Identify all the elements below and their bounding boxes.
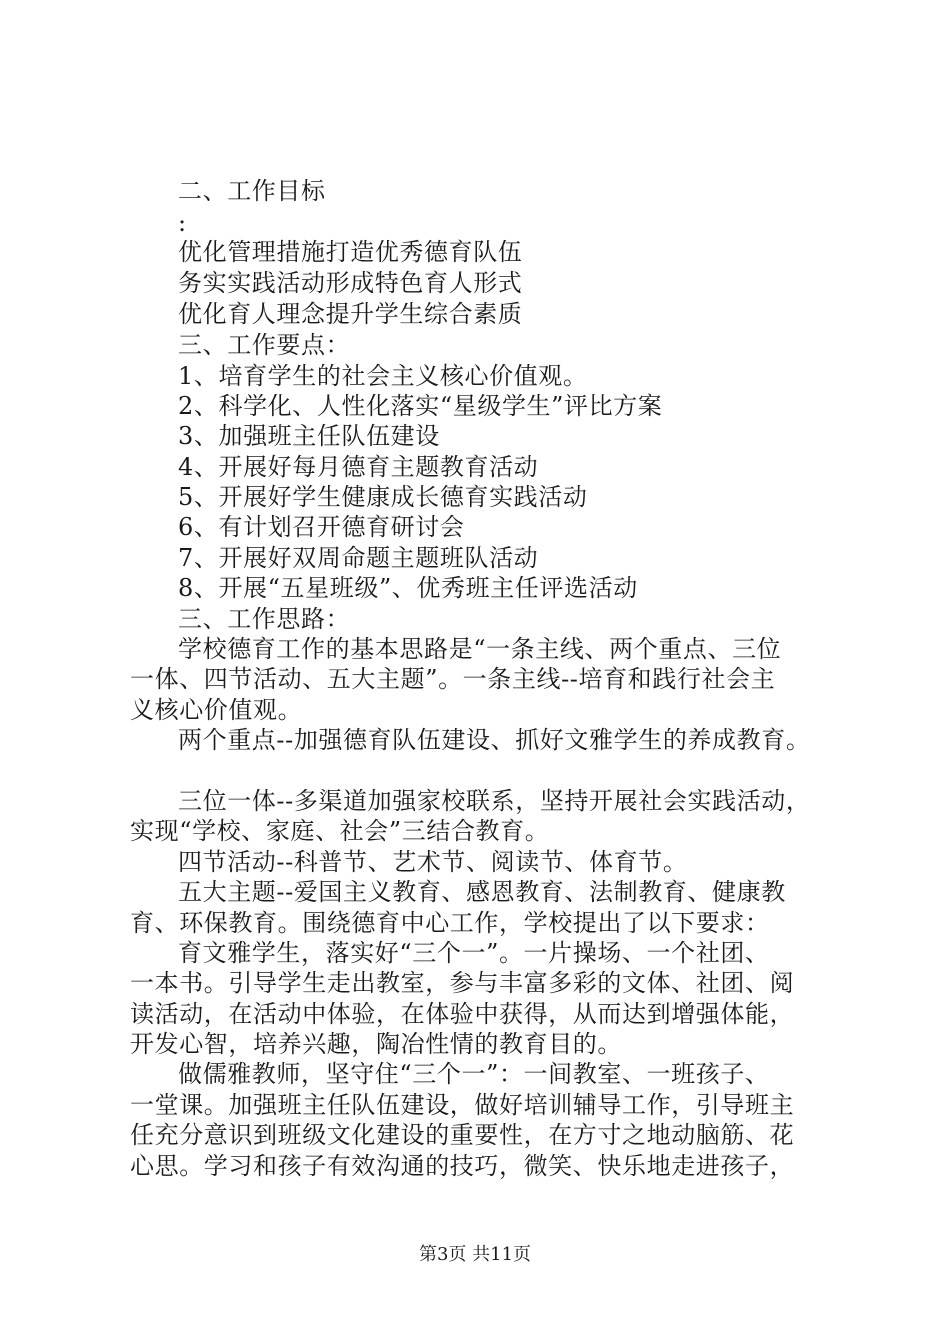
paragraph-line: 五大主题--爱国主义教育、感恩教育、法制教育、健康教	[178, 878, 786, 906]
paragraph-line: 心思。学习和孩子有效沟通的技巧，微笑、快乐地走进孩子，	[130, 1152, 795, 1180]
paragraph-line: 育文雅学生，落实好“三个一”。一片操场、一个社团、	[178, 939, 770, 967]
paragraph-line: 三位一体--多渠道加强家校联系，坚持开展社会实践活动，	[178, 787, 811, 815]
goal-item: 务实实践活动形成特色育人形式	[178, 269, 523, 297]
goal-item: 优化管理措施打造优秀德育队伍	[178, 238, 523, 266]
paragraph-line: 开发心智，培养兴趣，陶冶性情的教育目的。	[130, 1030, 622, 1058]
goal-item: 优化育人理念提升学生综合素质	[178, 300, 523, 328]
point-item: 3、加强班主任队伍建设	[178, 422, 440, 450]
paragraph-line: 义核心价值观。	[130, 696, 303, 724]
paragraph-line: 育、环保教育。围绕德育中心工作，学校提出了以下要求：	[130, 909, 770, 937]
paragraph-line: 两个重点--加强德育队伍建设、抓好文雅学生的养成教育。	[178, 726, 811, 754]
section-heading-ideas: 三、工作思路：	[178, 605, 351, 633]
point-item: 4、开展好每月德育主题教育活动	[178, 453, 539, 481]
paragraph-line: 一本书。引导学生走出教室，参与丰富多彩的文体、社团、阅	[130, 969, 795, 997]
paragraph-line: 任充分意识到班级文化建设的重要性，在方寸之地动脑筋、花	[130, 1121, 795, 1149]
page-number-footer: 第3页 共11页	[418, 1244, 532, 1265]
point-item: 1、培育学生的社会主义核心价值观。	[178, 362, 588, 390]
point-item: 5、开展好学生健康成长德育实践活动	[178, 483, 588, 511]
point-item: 6、有计划召开德育研讨会	[178, 513, 465, 541]
point-item: 7、开展好双周命题主题班队活动	[178, 544, 539, 572]
paragraph-line: 做儒雅教师，坚守住“三个一”：一间教室、一班孩子、	[178, 1060, 770, 1088]
paragraph-line: 一体、四节活动、五大主题”。一条主线--培育和践行社会主	[130, 665, 776, 693]
paragraph-line: 一堂课。加强班主任队伍建设，做好培训辅导工作，引导班主	[130, 1091, 795, 1119]
section-heading-points: 三、工作要点：	[178, 331, 351, 359]
text-line: :	[178, 209, 187, 237]
section-heading-goals: 二、工作目标	[178, 177, 326, 205]
point-item: 2、科学化、人性化落实“星级学生”评比方案	[178, 392, 663, 420]
point-item: 8、开展“五星班级”、优秀班主任评选活动	[178, 574, 638, 602]
paragraph-line: 学校德育工作的基本思路是“一条主线、两个重点、三位	[178, 635, 782, 663]
paragraph-line: 读活动，在活动中体验，在体验中获得，从而达到增强体能，	[130, 1000, 795, 1028]
paragraph-line: 四节活动--科普节、艺术节、阅读节、体育节。	[178, 848, 688, 876]
paragraph-line: 实现“学校、家庭、社会”三结合教育。	[130, 817, 550, 845]
